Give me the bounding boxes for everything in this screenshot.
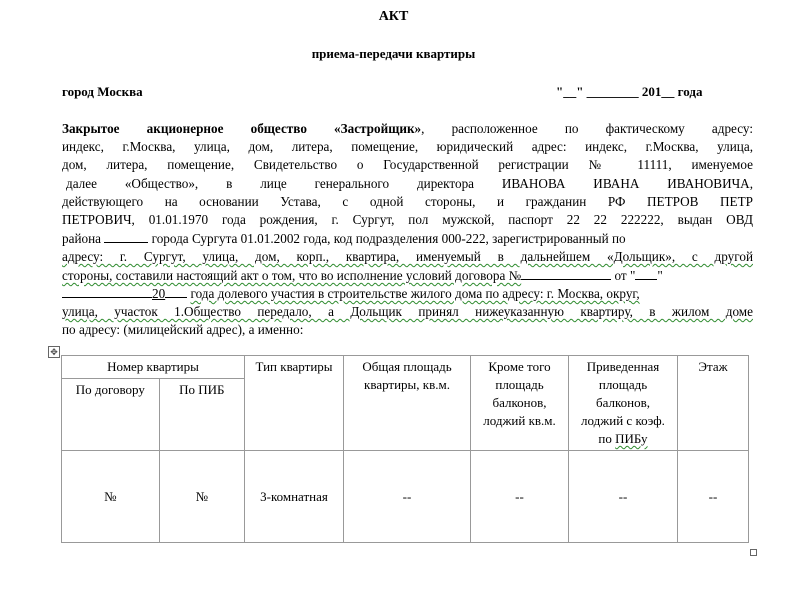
body-line-10 bbox=[62, 286, 640, 302]
resize-handle-icon[interactable] bbox=[750, 549, 757, 556]
header-reduced-line: лоджий с коэф. bbox=[581, 413, 665, 428]
body-line-5: действующего на основании Устава, с одной стороны, и гражданин РФ ПЕТРОВ ПЕТР bbox=[62, 194, 753, 209]
body-line-11: улица, участок 1.Общество передало, а Дольщик принял нижеуказанную квартиру, в жилом доме bbox=[62, 304, 753, 319]
body-line-10b: года долевого участия в строительстве жилого дома по адресу: г. Москва, округ, bbox=[190, 286, 640, 301]
header-reduced-line bbox=[572, 430, 674, 448]
header-apt-type: Тип квартиры bbox=[245, 356, 344, 451]
cell-by-contract: № bbox=[62, 451, 160, 543]
header-apt-number: Номер квартиры bbox=[62, 356, 245, 379]
header-reduced-line: балконов, bbox=[596, 395, 650, 410]
cell-by-pib: № bbox=[159, 451, 244, 543]
body-line-9b: от " bbox=[614, 268, 636, 283]
header-reduced-l5b: ПИБу bbox=[615, 431, 648, 446]
move-icon[interactable]: ✥ bbox=[48, 346, 60, 358]
body-line-2: индекс, г.Москва, улица, дом, литера, помещение, юридический адрес: индекс, г.Москва, улица, bbox=[62, 139, 753, 154]
header-reduced-l5a: по bbox=[598, 431, 616, 446]
cell-floor: -- bbox=[678, 451, 749, 543]
blank-field bbox=[62, 287, 152, 298]
doc-subtitle: приема-передачи квартиры bbox=[311, 46, 476, 61]
cell-apt-type: 3-комнатная bbox=[245, 451, 344, 543]
header-excluding: Кроме того площадь балконов, лоджий кв.м. bbox=[471, 356, 569, 451]
body-line-9a: стороны, составили настоящий акт о том, что во исполнение условий договора № bbox=[62, 268, 522, 283]
body-line-3: дом, литера, помещение, Свидетельство о Государственной регистрации № 11111, именуемое bbox=[62, 157, 753, 172]
cell-excluding: -- bbox=[471, 451, 569, 543]
body-line-9c: " bbox=[657, 268, 663, 283]
blank-field bbox=[165, 287, 187, 298]
header-reduced-area bbox=[569, 356, 678, 451]
blank-field bbox=[521, 269, 611, 280]
body-line-10a: 20 bbox=[152, 286, 166, 301]
header-reduced-line: Приведенная bbox=[586, 359, 660, 374]
doc-title: АКТ bbox=[378, 9, 409, 24]
header-by-pib: По ПИБ bbox=[159, 379, 244, 451]
date-line: "__" ________ 201__ года bbox=[556, 84, 703, 99]
body-line-7a: района bbox=[62, 231, 102, 246]
city: город Москва bbox=[62, 84, 143, 99]
body-line-8: адресу: г. Сургут, улица, дом, корп., квартира, именуемый в дальнейшем «Дольщик», с другой bbox=[62, 249, 753, 264]
body-line-1-rest: , расположенное по фактическому адресу: bbox=[421, 121, 753, 136]
body-line-6: ПЕТРОВИЧ, 01.01.1970 года рождения, г. Сургут, пол мужской, паспорт 22 22 222222, выдан ОВД bbox=[62, 212, 753, 227]
apartment-table bbox=[61, 355, 749, 543]
blank-field bbox=[635, 269, 657, 280]
body-line-4: далее «Общество», в лице генерального директора ИВАНОВА ИВАНА ИВАНОВИЧА, bbox=[66, 176, 753, 191]
body-line-9 bbox=[62, 268, 663, 284]
header-total-area: Общая площадь квартиры, кв.м. bbox=[344, 356, 471, 451]
cell-reduced: -- bbox=[569, 451, 678, 543]
blank-field bbox=[104, 232, 148, 243]
body-line-7 bbox=[62, 231, 626, 247]
company-name: Закрытое акционерное общество «Застройщик» bbox=[62, 121, 422, 136]
cell-total-area: -- bbox=[344, 451, 471, 543]
body-line-7b: города Сургута 01.01.2002 года, код подразделения 000-222, зарегистрированный по bbox=[151, 231, 626, 246]
body-line-12: по адресу: (милицейский адрес), а именно: bbox=[62, 322, 304, 337]
header-reduced-line: площадь bbox=[598, 377, 648, 392]
table-row bbox=[62, 451, 749, 543]
body-line-1 bbox=[62, 121, 753, 137]
header-by-contract: По договору bbox=[62, 379, 160, 451]
header-floor: Этаж bbox=[678, 356, 749, 451]
